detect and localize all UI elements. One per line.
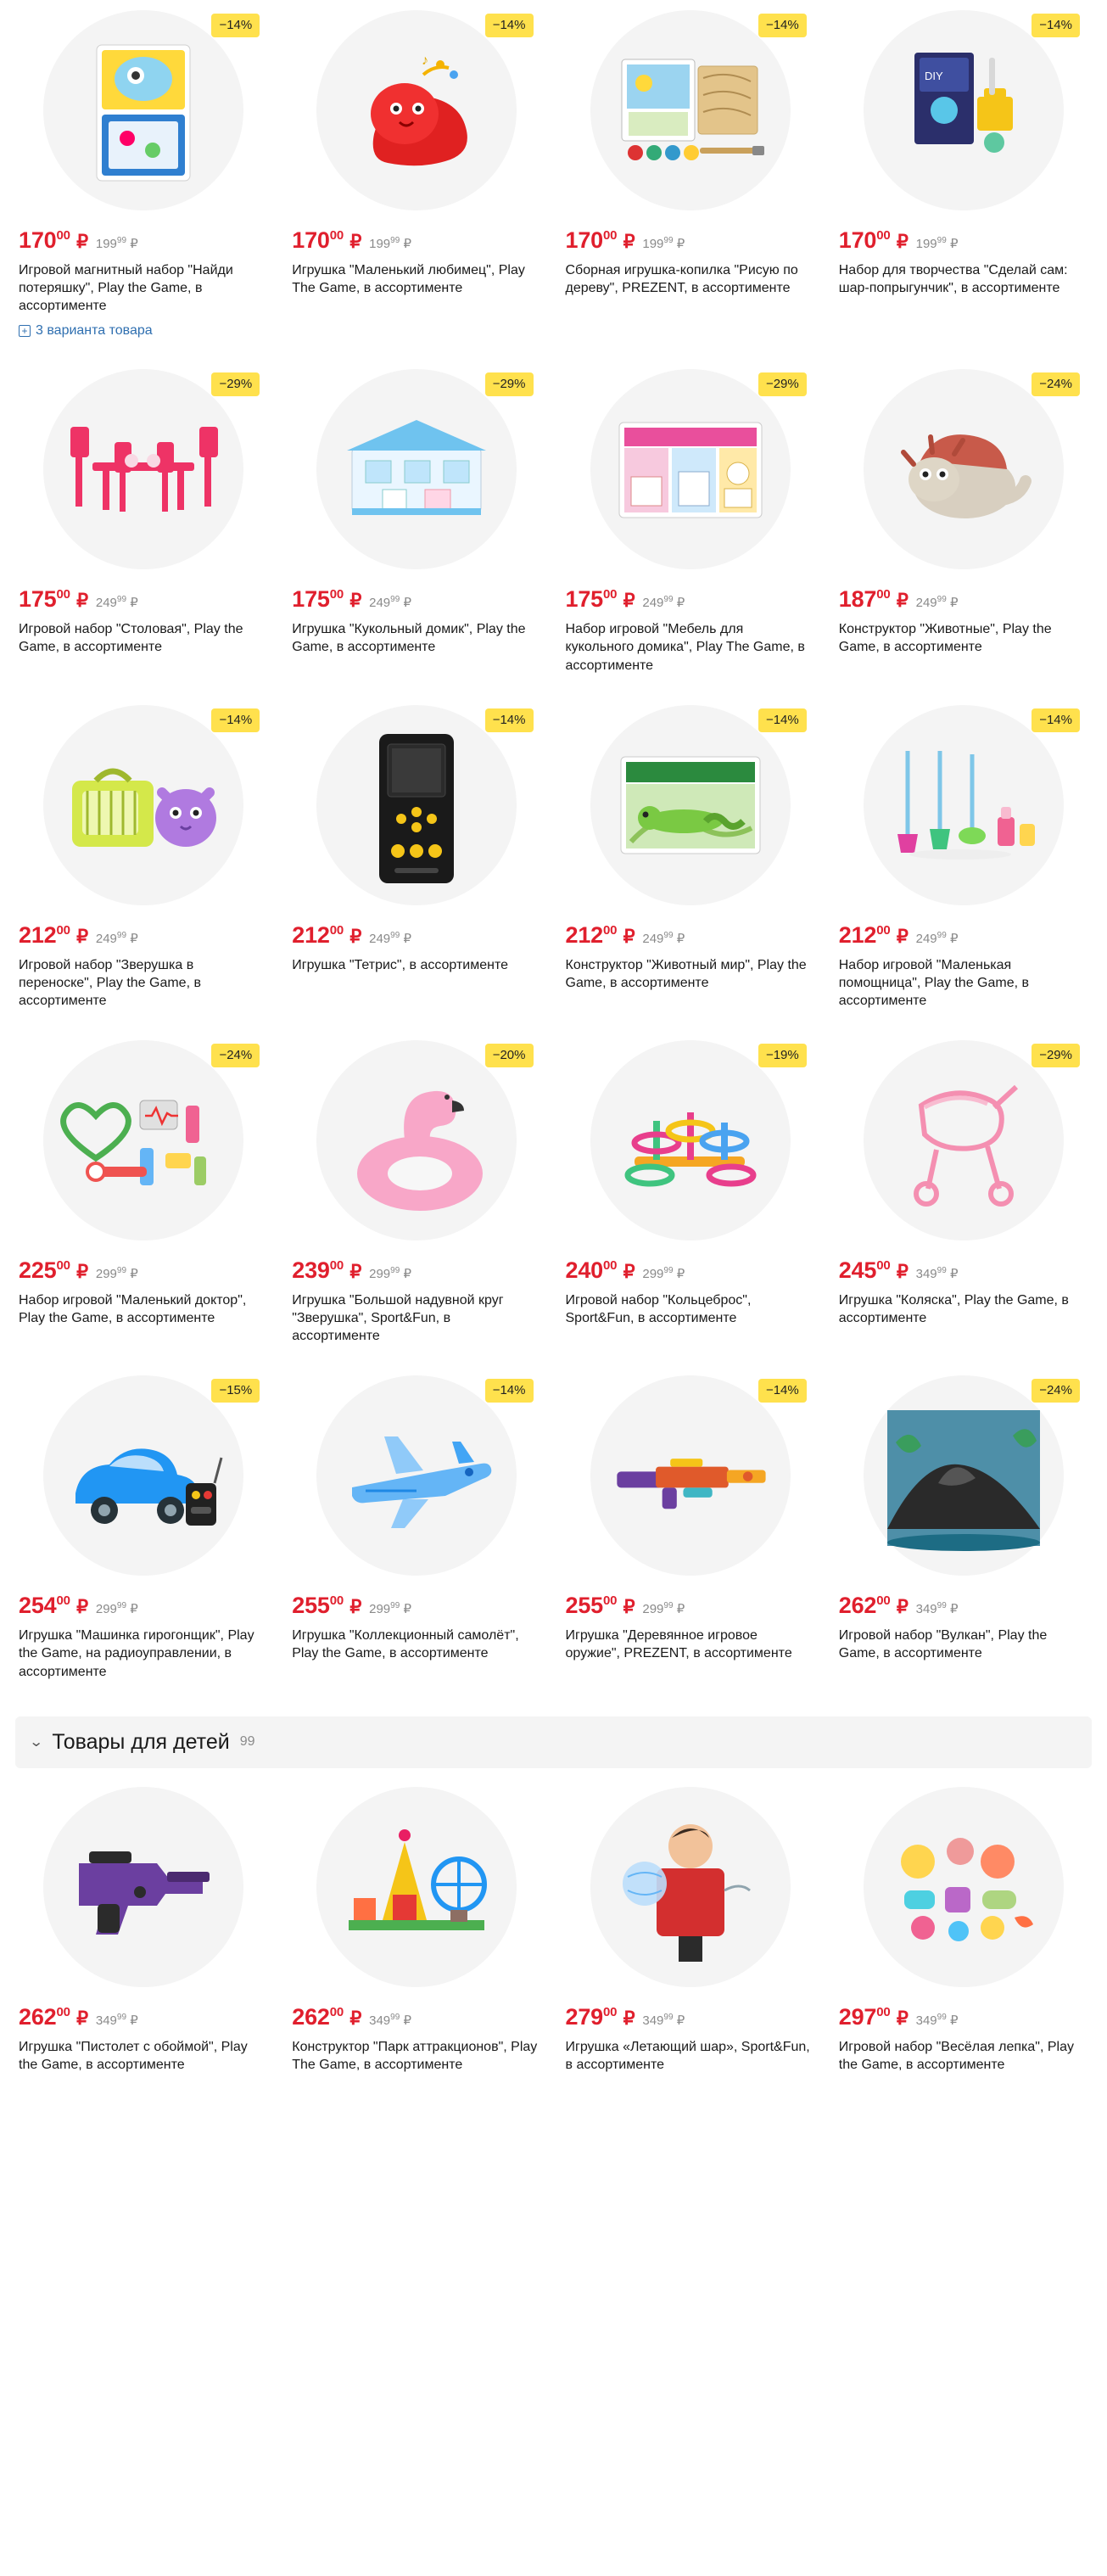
product-card[interactable] (280, 1365, 553, 1700)
product-card[interactable] (7, 695, 280, 1030)
discount-badge: −29% (1032, 1044, 1080, 1067)
product-image[interactable] (292, 1037, 541, 1249)
discount-badge: −14% (211, 14, 260, 37)
flamingo-ring-icon (332, 1058, 501, 1228)
product-card[interactable] (827, 359, 1100, 694)
animal-world-box-icon (606, 723, 775, 893)
old-price: $349^{99}$ ₽ (915, 1601, 959, 1617)
discount-badge: −14% (1032, 708, 1080, 732)
price-row (19, 227, 268, 254)
magnet-game-box-icon (59, 28, 228, 198)
discount-badge: −14% (1032, 14, 1080, 37)
price-row (19, 1257, 268, 1284)
price-row (566, 922, 815, 949)
rc-car-icon (59, 1393, 228, 1563)
current-price: $170^{00}$ ₽ (292, 227, 362, 253)
product-card[interactable] (280, 695, 553, 1030)
product-grid-main (7, 0, 1100, 1701)
old-price: $249^{99}$ ₽ (915, 930, 959, 946)
current-price: $212^{00}$ ₽ (292, 921, 362, 948)
product-image[interactable] (839, 7, 1088, 219)
clay-set-icon (879, 1805, 1048, 1974)
discount-badge: −14% (485, 1379, 534, 1403)
discount-badge: −14% (211, 708, 260, 732)
old-price: $199^{99}$ ₽ (915, 236, 959, 251)
discount-badge: −14% (758, 708, 807, 732)
section-header-kids[interactable] (15, 1716, 1092, 1768)
red-pet-toy-icon (332, 28, 501, 198)
old-price: $199^{99}$ ₽ (95, 236, 138, 251)
current-price: $170^{00}$ ₽ (19, 227, 88, 253)
current-price: $175^{00}$ ₽ (19, 586, 88, 613)
product-title[interactable]: Игровой набор "Вулкан", Play the Game, в ассортименте (838, 1628, 1048, 1661)
product-image[interactable] (19, 1372, 268, 1584)
product-title[interactable]: Конструктор "Парк аттракционов", Play The Game, в ассортименте (292, 2039, 538, 2072)
product-card[interactable] (554, 1365, 827, 1700)
product-card[interactable] (7, 1030, 280, 1365)
price-row (839, 586, 1088, 613)
product-title[interactable]: Набор игровой "Маленькая помощница", Play the Game, в ассортименте (838, 957, 1029, 1008)
wooden-rifle-icon (606, 1393, 775, 1563)
flying-ball-icon (606, 1805, 775, 1974)
product-card[interactable] (7, 1777, 280, 2094)
product-title[interactable]: Игрушка "Большой надувной круг "Зверушка", Sport&Fun, в ассортименте (292, 1292, 504, 1344)
product-card[interactable] (7, 359, 280, 694)
old-price: $249^{99}$ ₽ (642, 930, 685, 946)
discount-badge: −29% (758, 372, 807, 396)
price-row (566, 227, 815, 254)
current-price: $240^{00}$ ₽ (565, 1257, 635, 1283)
discount-badge: −24% (211, 1044, 260, 1067)
toy-plane-icon (332, 1393, 501, 1563)
price-row (566, 2004, 815, 2030)
current-price: $212^{00}$ ₽ (565, 921, 635, 948)
product-title[interactable]: Игрушка «Летающий шар», Sport&Fun, в ассортименте (565, 2039, 810, 2072)
product-image[interactable] (839, 1784, 1088, 1996)
current-price: $255^{00}$ ₽ (292, 1593, 362, 1619)
product-title[interactable]: Игровой набор "Зверушка в переноске", Play the Game, в ассортименте (19, 957, 201, 1008)
product-card[interactable] (827, 1030, 1100, 1365)
product-card[interactable] (280, 0, 553, 359)
current-price: $262^{00}$ ₽ (838, 1593, 909, 1619)
old-price: $249^{99}$ ₽ (642, 595, 685, 611)
section-title: Товары для детей (52, 1729, 230, 1754)
price-row (292, 922, 541, 949)
old-price: $299^{99}$ ₽ (642, 1265, 685, 1281)
product-image[interactable] (839, 1372, 1088, 1584)
price-row (839, 922, 1088, 949)
price-row (839, 1593, 1088, 1619)
discount-badge: −15% (211, 1379, 260, 1403)
discount-badge: −14% (485, 708, 534, 732)
current-price: $170^{00}$ ₽ (565, 227, 635, 253)
old-price: $299^{99}$ ₽ (95, 1265, 138, 1281)
discount-badge: −14% (758, 1379, 807, 1403)
product-grid-section (7, 1777, 1100, 2094)
product-title[interactable]: Игрушка "Коляска", Play the Game, в ассортименте (838, 1292, 1069, 1326)
product-image[interactable] (292, 366, 541, 578)
old-price: $249^{99}$ ₽ (369, 595, 411, 611)
product-card[interactable] (827, 1365, 1100, 1700)
product-variants-label: 3 варианта товара (36, 323, 153, 339)
current-price: $245^{00}$ ₽ (838, 1257, 909, 1283)
price-row (19, 1593, 268, 1619)
product-title[interactable]: Сборная игрушка-копилка "Рисую по дереву", PREZENT, в ассортименте (565, 263, 798, 296)
price-row (839, 2004, 1088, 2030)
product-card[interactable] (7, 0, 280, 359)
old-price: $199^{99}$ ₽ (642, 236, 685, 251)
product-image[interactable] (292, 1784, 541, 1996)
old-price: $249^{99}$ ₽ (95, 595, 138, 611)
product-image[interactable] (839, 366, 1088, 578)
pet-carrier-icon (59, 723, 228, 893)
old-price: $249^{99}$ ₽ (369, 930, 411, 946)
price-row (19, 2004, 268, 2030)
current-price: $255^{00}$ ₽ (565, 1593, 635, 1619)
product-title[interactable]: Набор игровой "Маленький доктор", Play the Game, в ассортименте (19, 1292, 247, 1326)
product-title[interactable]: Игрушка "Маленький любимец", Play The Game, в ассортименте (292, 263, 525, 296)
discount-badge: −29% (211, 372, 260, 396)
old-price: $349^{99}$ ₽ (369, 2012, 411, 2028)
product-title[interactable]: Игровой набор "Столовая", Play the Game, в ассортименте (19, 622, 243, 655)
old-price: $349^{99}$ ₽ (95, 2012, 138, 2028)
product-card[interactable] (554, 0, 827, 359)
current-price: $175^{00}$ ₽ (565, 586, 635, 613)
product-image[interactable] (566, 702, 815, 914)
product-title[interactable]: Конструктор "Животные", Play the Game, в ассортименте (838, 622, 1052, 655)
product-title[interactable]: Игрушка "Пистолет с обоймой", Play the Game, в ассортименте (19, 2039, 248, 2072)
price-row (19, 586, 268, 613)
old-price: $349^{99}$ ₽ (642, 2012, 685, 2028)
current-price: $297^{00}$ ₽ (838, 2003, 909, 2030)
current-price: $212^{00}$ ₽ (838, 921, 909, 948)
product-title[interactable]: Набор игровой "Мебель для кукольного домика", Play The Game, в ассортименте (565, 622, 805, 673)
discount-badge: −24% (1032, 372, 1080, 396)
amusement-park-icon (332, 1805, 501, 1974)
product-image[interactable] (292, 1372, 541, 1584)
product-image[interactable] (566, 1372, 815, 1584)
discount-badge: −24% (1032, 1379, 1080, 1403)
doctor-set-icon (59, 1058, 228, 1228)
product-title[interactable]: Игрушка "Машинка гирогонщик", Play the Game, на радиоуправлении, в ассортименте (19, 1628, 254, 1679)
discount-badge: −20% (485, 1044, 534, 1067)
product-card[interactable] (280, 359, 553, 694)
product-variants-link[interactable] (19, 323, 268, 339)
toy-stroller-icon (879, 1058, 1048, 1228)
product-card[interactable] (827, 695, 1100, 1030)
product-card[interactable] (827, 0, 1100, 359)
current-price: $212^{00}$ ₽ (19, 921, 88, 948)
product-title[interactable]: Игрушка "Деревянное игровое оружие", PREZENT, в ассортименте (565, 1628, 792, 1661)
svg-text:♪: ♪ (422, 53, 429, 68)
discount-badge: −14% (485, 14, 534, 37)
price-row (292, 1257, 541, 1284)
current-price: $262^{00}$ ₽ (19, 2003, 88, 2030)
product-image[interactable] (19, 7, 268, 219)
product-title[interactable]: Игровой набор "Весёлая лепка", Play the Game, в ассортименте (838, 2039, 1074, 2072)
expand-plus-icon: + (19, 325, 31, 337)
price-row (839, 227, 1088, 254)
product-image[interactable] (19, 702, 268, 914)
price-row (292, 2004, 541, 2030)
discount-badge: −19% (758, 1044, 807, 1067)
price-row (292, 1593, 541, 1619)
old-price: $349^{99}$ ₽ (915, 2012, 959, 2028)
old-price: $199^{99}$ ₽ (369, 236, 411, 251)
current-price: $279^{00}$ ₽ (565, 2003, 635, 2030)
product-card[interactable] (280, 1030, 553, 1365)
product-card[interactable] (554, 359, 827, 694)
ring-toss-icon (606, 1058, 775, 1228)
dining-set-icon (59, 387, 228, 557)
old-price: $349^{99}$ ₽ (915, 1265, 959, 1281)
old-price: $249^{99}$ ₽ (915, 595, 959, 611)
product-card[interactable] (280, 1777, 553, 2094)
price-row (566, 1593, 815, 1619)
product-image[interactable] (19, 366, 268, 578)
old-price: $299^{99}$ ₽ (369, 1601, 411, 1617)
price-row (839, 1257, 1088, 1284)
product-title[interactable]: Конструктор "Животный мир", Play the Game, в ассортименте (565, 957, 807, 990)
current-price: $254^{00}$ ₽ (19, 1593, 88, 1619)
toy-gun-icon (59, 1805, 228, 1974)
price-row (19, 922, 268, 949)
current-price: $175^{00}$ ₽ (292, 586, 362, 613)
wood-paint-kit-icon (606, 28, 775, 198)
discount-badge: −14% (758, 14, 807, 37)
dino-toy-icon (879, 387, 1048, 557)
price-row (566, 586, 815, 613)
product-image[interactable] (566, 366, 815, 578)
product-image[interactable] (19, 1784, 268, 1996)
product-image[interactable] (566, 1037, 815, 1249)
old-price: $299^{99}$ ₽ (95, 1601, 138, 1617)
current-price: $262^{00}$ ₽ (292, 2003, 362, 2030)
price-row (292, 586, 541, 613)
product-title[interactable]: Набор для творчества "Сделай сам: шар-попрыгунчик", в ассортименте (838, 263, 1068, 296)
current-price: $239^{00}$ ₽ (292, 1257, 362, 1283)
product-card[interactable] (7, 1365, 280, 1700)
svg-text:DIY: DIY (924, 70, 943, 82)
product-title[interactable]: Игровой набор "Кольцеброс", Sport&Fun, в ассортименте (565, 1292, 752, 1326)
product-card[interactable] (554, 695, 827, 1030)
product-image[interactable] (19, 1037, 268, 1249)
tetris-console-icon (332, 723, 501, 893)
product-title[interactable]: Игрушка "Коллекционный самолёт", Play the Game, в ассортименте (292, 1628, 519, 1661)
volcano-set-icon (879, 1393, 1048, 1563)
price-row (292, 227, 541, 254)
product-image[interactable] (566, 7, 815, 219)
old-price: $299^{99}$ ₽ (369, 1265, 411, 1281)
current-price: $225^{00}$ ₽ (19, 1257, 88, 1283)
doll-furniture-box-icon (606, 387, 775, 557)
product-image[interactable] (292, 702, 541, 914)
product-image[interactable] (292, 7, 541, 219)
product-title[interactable]: Игрушка "Тетрис", в ассортименте (292, 957, 509, 972)
section-count: 99 (239, 1734, 255, 1750)
price-row (566, 1257, 815, 1284)
product-title[interactable]: Игровой магнитный набор "Найди потеряшку", Play the Game, в ассортименте (19, 263, 233, 314)
doll-house-icon (332, 387, 501, 557)
chevron-down-icon[interactable]: ⌄ (28, 1735, 44, 1750)
product-image[interactable] (839, 702, 1088, 914)
discount-badge: −29% (485, 372, 534, 396)
product-card[interactable] (827, 1777, 1100, 2094)
product-image[interactable] (839, 1037, 1088, 1249)
current-price: $187^{00}$ ₽ (838, 586, 909, 613)
cleaning-set-icon (879, 723, 1048, 893)
current-price: $170^{00}$ ₽ (838, 227, 909, 253)
product-image[interactable] (566, 1784, 815, 1996)
bouncy-ball-kit-icon (879, 28, 1048, 198)
product-card[interactable] (554, 1777, 827, 2094)
old-price: $299^{99}$ ₽ (642, 1601, 685, 1617)
product-card[interactable] (554, 1030, 827, 1365)
product-title[interactable]: Игрушка "Кукольный домик", Play the Game, в ассортименте (292, 622, 526, 655)
old-price: $249^{99}$ ₽ (95, 930, 138, 946)
